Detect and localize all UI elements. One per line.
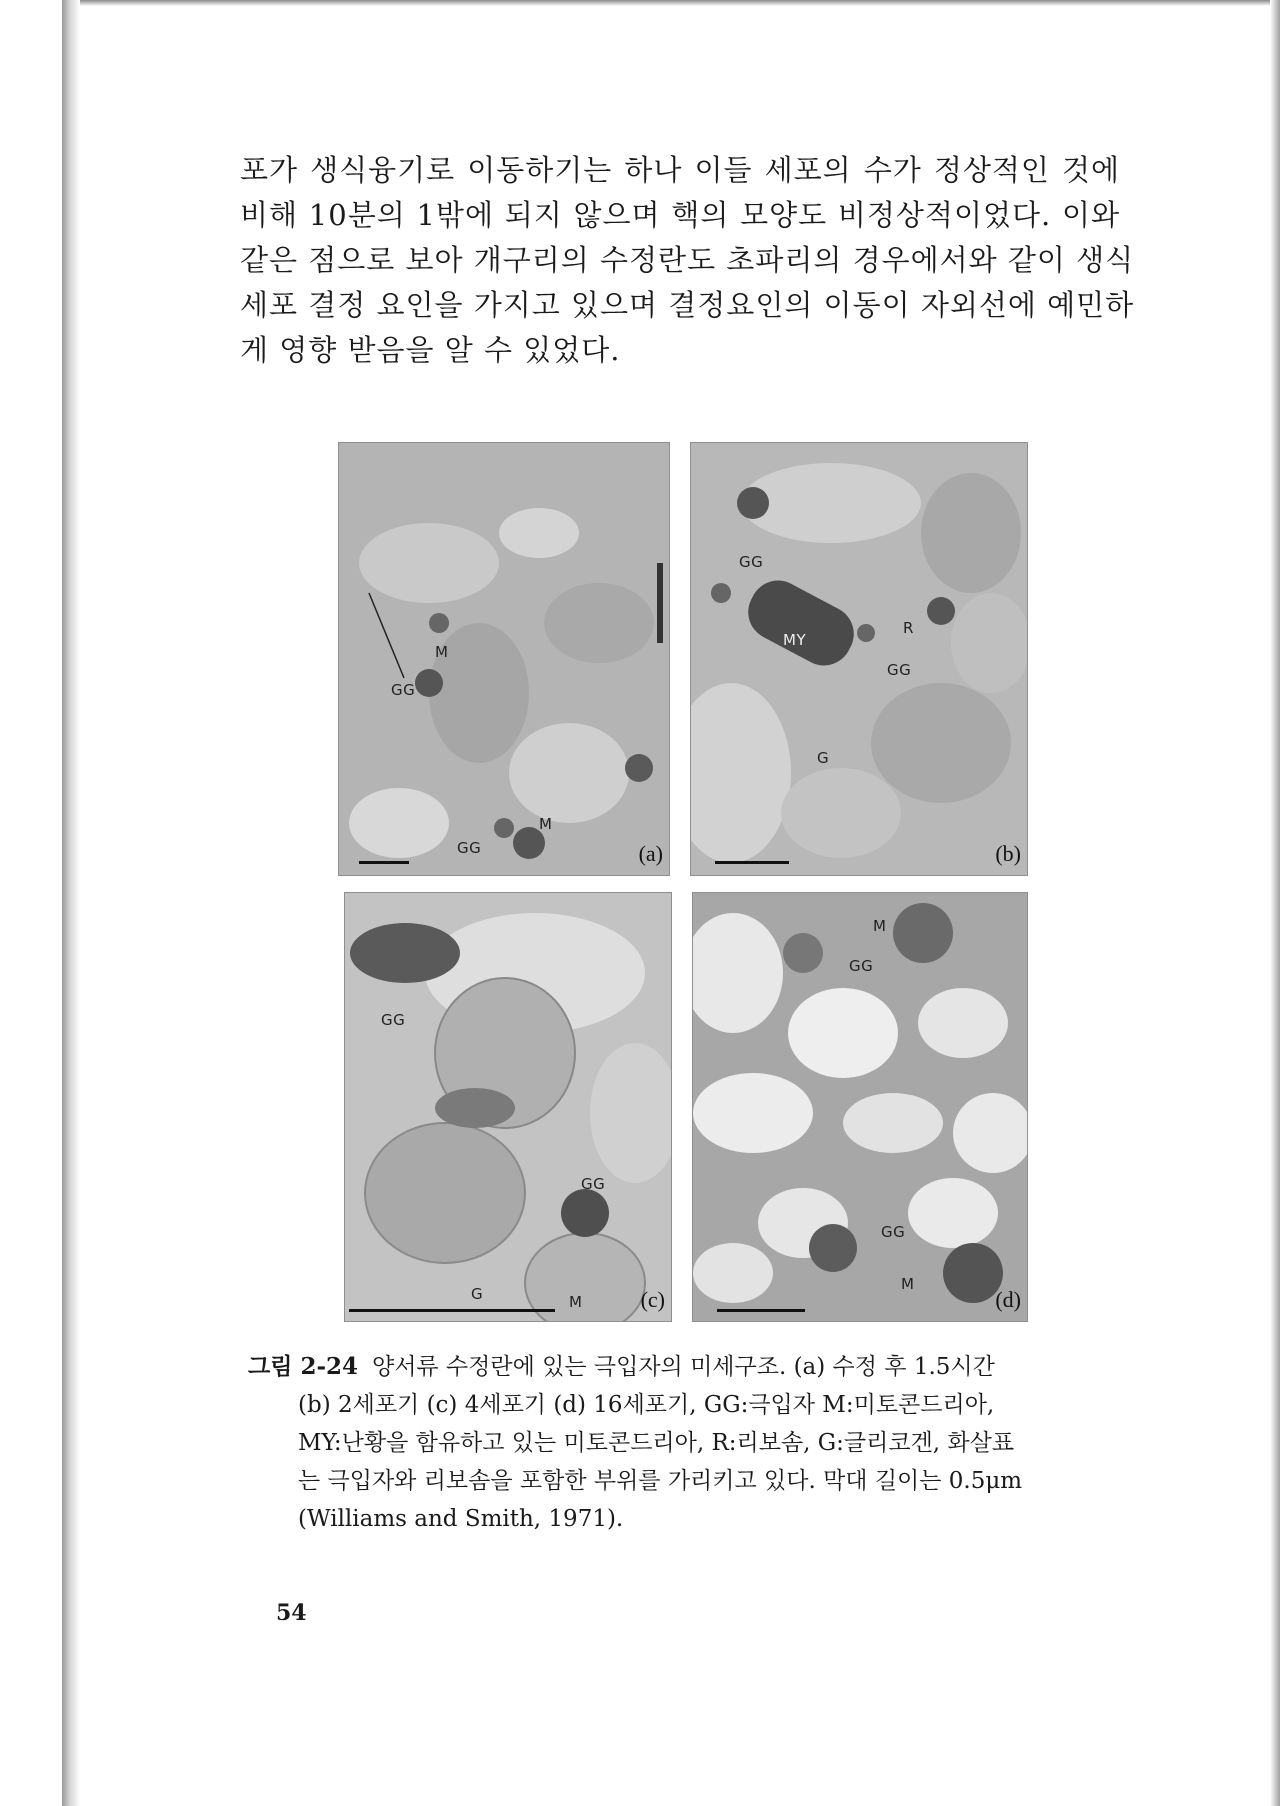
caption-line: (b) 2세포기 (c) 4세포기 (d) 16세포기, GG:극입자 M:미토콘드리아, xyxy=(298,1392,995,1418)
figure-label: 그림 2-24 xyxy=(248,1353,358,1380)
label-gg: GG xyxy=(849,957,874,975)
scale-bar xyxy=(717,1309,805,1312)
scale-bar xyxy=(715,861,789,864)
label-gg: GG xyxy=(457,839,482,857)
label-m: M xyxy=(873,917,887,935)
label-gg: GG xyxy=(739,553,764,571)
page-right-edge xyxy=(1270,0,1280,1806)
panel-tag-d: (d) xyxy=(995,1287,1021,1312)
panel-tag-a: (a) xyxy=(638,841,663,866)
micrograph-panel-c xyxy=(344,892,672,1322)
caption-line: (Williams and Smith, 1971). xyxy=(298,1506,624,1532)
panel-tag-c: (c) xyxy=(640,1287,665,1312)
body-line: 게 영향 받음을 알 수 있었다. xyxy=(240,333,621,367)
label-gg: GG xyxy=(391,681,416,699)
label-m: M xyxy=(569,1293,583,1311)
micrograph-texture-b xyxy=(691,443,1027,875)
figure-caption xyxy=(248,1348,1120,1538)
label-gg: GG xyxy=(887,661,912,679)
body-line: 같은 점으로 보아 개구리의 수정란도 초파리의 경우에서와 같이 생식 xyxy=(240,243,1135,277)
body-line: 포가 생식융기로 이동하기는 하나 이들 세포의 수가 정상적인 것에 xyxy=(240,153,1120,187)
label-gg: GG xyxy=(581,1175,606,1193)
micrograph-texture-a xyxy=(339,443,669,875)
scale-bar xyxy=(349,1309,555,1312)
body-line: 세포 결정 요인을 가지고 있으며 결정요인의 이동이 자외선에 예민하 xyxy=(240,288,1135,322)
micrograph-panel-a xyxy=(338,442,670,876)
label-gg: GG xyxy=(381,1011,406,1029)
label-m: M xyxy=(435,643,449,661)
caption-line xyxy=(248,1348,1120,1386)
caption-text: 양서류 수정란에 있는 극입자의 미세구조. (a) 수정 후 1.5시간 xyxy=(372,1354,995,1380)
micrograph-panel-b xyxy=(690,442,1028,876)
label-g: G xyxy=(817,749,830,767)
label-m: M xyxy=(901,1275,915,1293)
micrograph-texture-c xyxy=(345,893,671,1321)
label-my: MY xyxy=(783,631,807,649)
label-r: R xyxy=(903,619,914,637)
page-top-edge xyxy=(62,0,1280,6)
caption-line: 는 극입자와 리보솜을 포함한 부위를 가리키고 있다. 막대 길이는 0.5μm xyxy=(298,1468,1023,1494)
page-number: 54 xyxy=(276,1600,307,1626)
body-line: 비해 10분의 1밖에 되지 않으며 핵의 모양도 비정상적이었다. 이와 xyxy=(240,198,1120,232)
label-m: M xyxy=(539,815,553,833)
body-paragraph xyxy=(240,148,1135,373)
label-gg: GG xyxy=(881,1223,906,1241)
scale-bar xyxy=(359,861,409,864)
micrograph-panel-d xyxy=(692,892,1028,1322)
label-g: G xyxy=(471,1285,484,1303)
caption-line: MY:난황을 함유하고 있는 미토콘드리아, R:리보솜, G:글리코겐, 화살표 xyxy=(298,1430,1015,1456)
page-binding-shadow xyxy=(62,0,80,1806)
panel-tag-b: (b) xyxy=(995,841,1021,866)
